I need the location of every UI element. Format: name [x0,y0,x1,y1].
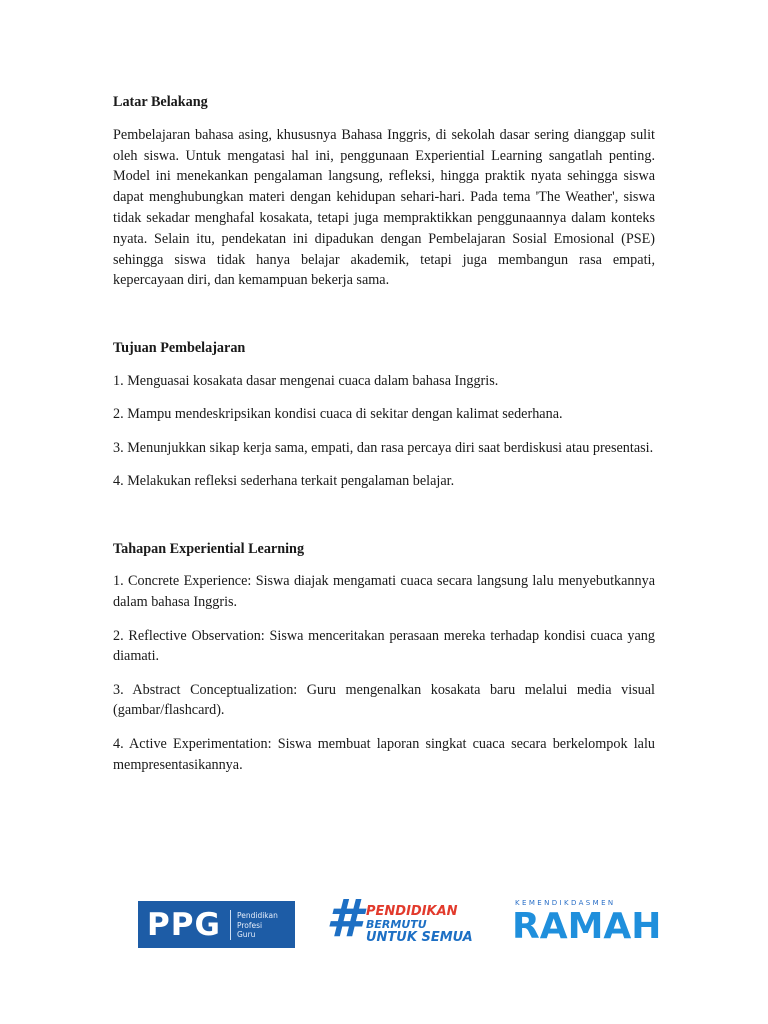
section-paragraph: Pembelajaran bahasa asing, khususnya Bahasa Inggris, di sekolah dasar sering dianggap sulit oleh siswa. Untuk mengatasi hal ini, penggunaan Experiential Learning sangatlah penting. Model ini menekankan pengalaman langsung, refleksi, hingga praktik nyata sehingga siswa dapat menghubungkan materi dengan kehidupan sehari-hari. Pada tema 'The Weather', siswa tidak sekadar menghafal kosakata, tetapi juga mempraktikkan penggunaannya dalam konteks nyata. Selain itu, pendekatan ini dipadukan dengan Pembelajaran Sosial Emosional (PSE) sehingga siswa tidak hanya belajar akademik, tetapi juga membangun rasa empati, kepercayaan diri, dan kemampuan bekerja sama. [113,126,655,289]
hashtag-icon: # [326,889,363,949]
section-heading: Tahapan Experiential Learning [113,540,305,557]
list-item: 2. Mampu mendeskripsikan kondisi cuaca di sekitar dengan kalimat sederhana. [113,406,563,423]
list-item: 3. Menunjukkan sikap kerja sama, empati, dan rasa percaya diri saat berdiskusi atau presentasi. [113,439,654,456]
ramah-logo-top: KEMENDIKDASMEN [515,899,616,907]
kemendikdasmen-ramah-logo [512,897,662,953]
list-item: 4. Melakukan refleksi sederhana terkait pengalaman belajar. [113,472,455,489]
ppg-logo [138,901,295,948]
pendidikan-bermutu-line: PENDIDIKAN [366,904,458,919]
section-heading: Latar Belakang [113,94,208,110]
ppg-logo-subtitle-line: Profesi [237,920,263,930]
list-item: 1. Menguasai kosakata dasar mengenai cuaca dalam bahasa Inggris. [113,372,499,389]
ppg-logo-subtitle [237,911,278,940]
section-tujuan-pembelajaran [113,338,655,491]
pendidikan-bermutu-text [366,905,473,944]
list-item: 4. Active Experimentation: Siswa membuat laporan singkat cuaca secara berkelompok lalu mempresentasikannya. [113,735,655,773]
ppg-logo-subtitle-line: Guru [237,930,256,939]
pendidikan-bermutu-line: BERMUTU [366,918,427,931]
list-item: 2. Reflective Observation: Siswa menceritakan perasaan mereka terhadap kondisi cuaca yang diamati. [113,627,655,665]
footer-logos [0,889,768,955]
pendidikan-bermutu-line: UNTUK SEMUA [366,930,473,945]
section-latar-belakang [113,92,655,291]
ppg-logo-mark: PPG [147,907,221,943]
document-body [113,92,655,788]
list-item: 1. Concrete Experience: Siswa diajak mengamati cuaca secara langsung lalu menyebutkannya dalam bahasa Inggris. [113,573,655,611]
ppg-logo-divider [230,910,231,940]
section-heading: Tujuan Pembelajaran [113,340,246,357]
pendidikan-bermutu-logo [326,889,476,951]
ramah-logo-word: RAMAH [512,906,662,947]
section-tahapan-experiential-learning [113,539,655,776]
ppg-logo-subtitle-line: Pendidikan [237,911,278,920]
list-item: 3. Abstract Conceptualization: Guru mengenalkan kosakata baru melalui media visual (gambar/flashcard). [113,681,655,719]
